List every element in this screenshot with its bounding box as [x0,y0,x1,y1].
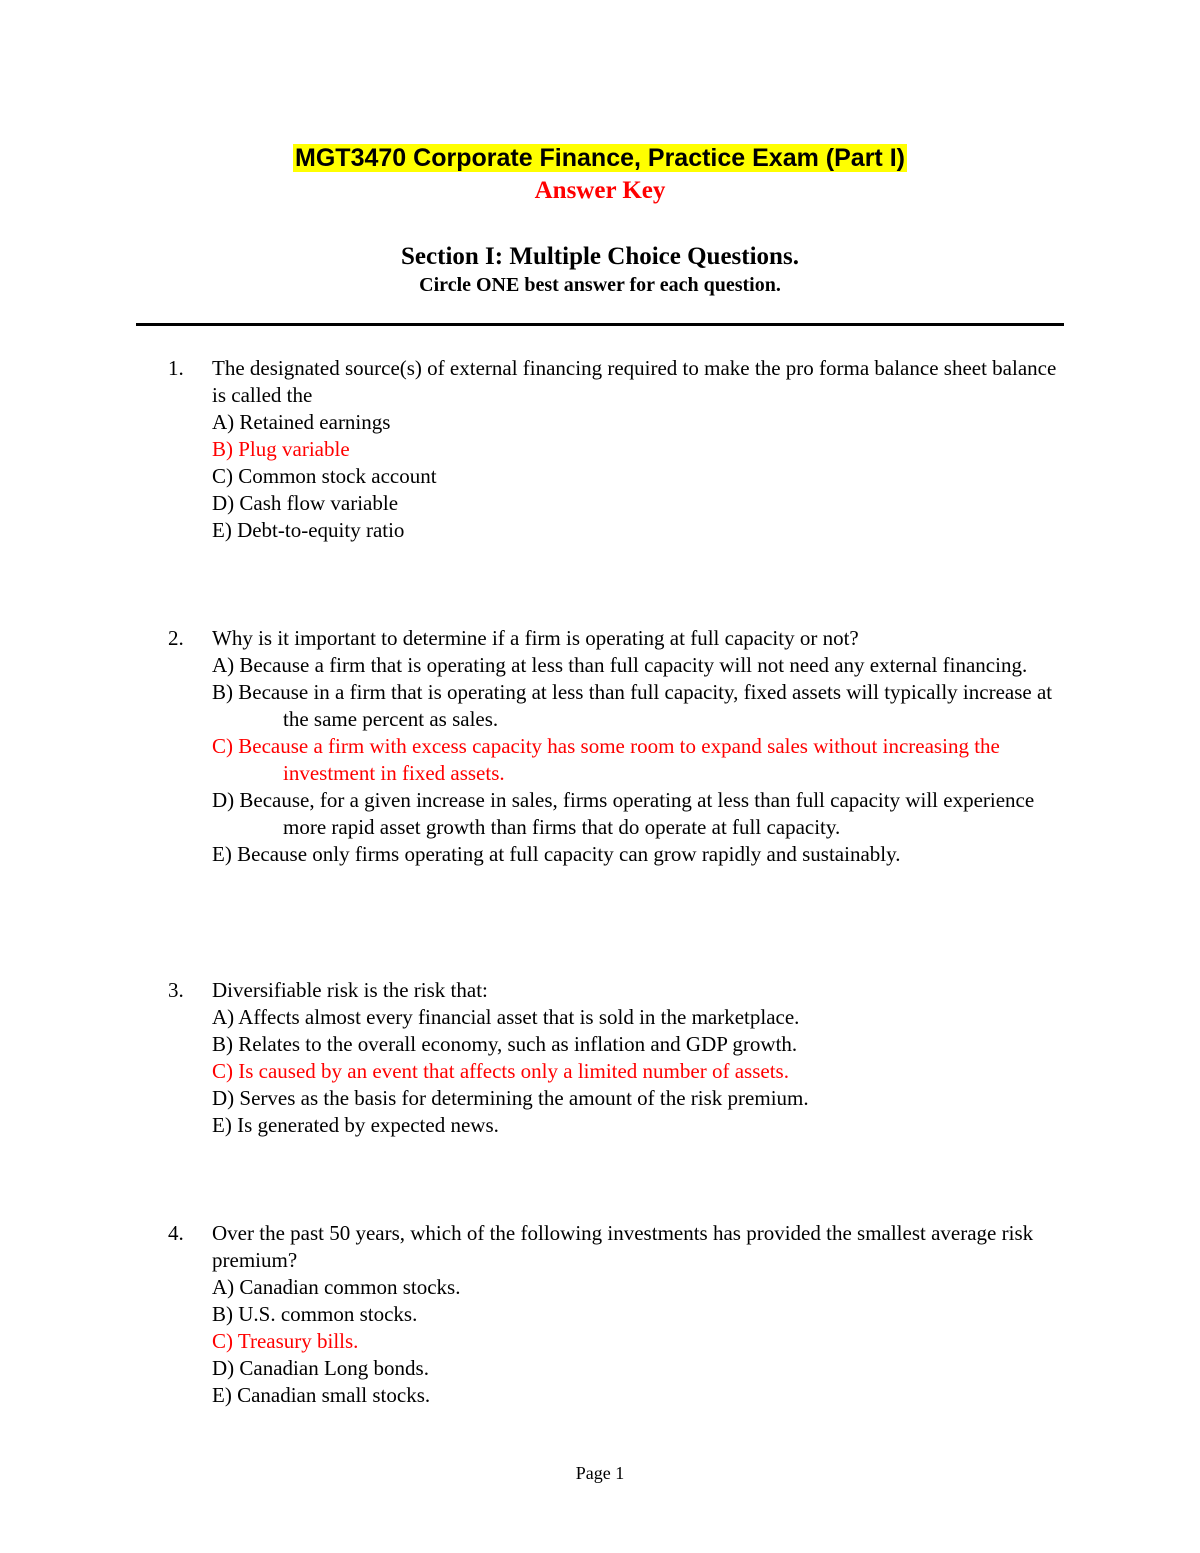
answer-option: A) Retained earnings [212,410,391,434]
horizontal-divider [136,323,1064,326]
answer-option-correct: C) Because a firm with excess capacity has some room to expand sales without increasing the investment in fixed assets. [212,734,1000,785]
question-stem: Over the past 50 years, which of the following investments has provided the smallest average risk premium? [212,1221,1034,1272]
answer-option: A) Canadian common stocks. [212,1275,461,1299]
page-number: Page 1 [575,1463,625,1483]
question-3 [168,977,1068,1139]
answer-option: D) Cash flow variable [212,491,399,515]
answer-option: B) Because in a firm that is operating at less than full capacity, fixed assets will typically increase at the same percent as sales. [212,680,1053,731]
question-stem: The designated source(s) of external financing required to make the pro forma balance sheet balance is called the [212,356,1057,407]
answer-option: D) Serves as the basis for determining the amount of the risk premium. [212,1086,809,1110]
answer-option: C) Common stock account [212,464,437,488]
question-1 [168,355,1068,544]
answer-option: E) Debt-to-equity ratio [212,518,405,542]
answer-option: A) Because a firm that is operating at less than full capacity will not need any external financing. [212,653,1028,677]
answer-option: A) Affects almost every financial asset that is sold in the marketplace. [212,1005,800,1029]
question-number: 4. [168,1221,184,1245]
exam-title-highlight: MGT3470 Corporate Finance, Practice Exam (Part I) [295,144,905,172]
question-number: 1. [168,356,184,380]
answer-option: E) Canadian small stocks. [212,1383,431,1407]
answer-option: E) Because only firms operating at full capacity can grow rapidly and sustainably. [212,842,901,866]
question-stem: Why is it important to determine if a firm is operating at full capacity or not? [212,626,859,650]
question-stem: Diversifiable risk is the risk that: [212,978,488,1002]
question-4 [168,1220,1068,1409]
answer-key-label: Answer Key [534,177,666,204]
answer-option: D) Because, for a given increase in sales, firms operating at less than full capacity will experience more rapid asset growth than firms that do operate at full capacity. [212,788,1035,839]
answer-option: B) Relates to the overall economy, such as inflation and GDP growth. [212,1032,798,1056]
answer-option-correct: C) Treasury bills. [212,1329,359,1353]
answer-option: E) Is generated by expected news. [212,1113,499,1137]
question-number: 2. [168,626,184,650]
section-heading: Section I: Multiple Choice Questions. [401,243,799,270]
answer-option: D) Canadian Long bonds. [212,1356,429,1380]
question-number: 3. [168,978,184,1002]
answer-option-correct: C) Is caused by an event that affects only a limited number of assets. [212,1059,789,1083]
answer-option-correct: B) Plug variable [212,437,350,461]
question-2 [168,625,1068,868]
answer-option: B) U.S. common stocks. [212,1302,418,1326]
instruction-text: Circle ONE best answer for each question. [419,274,781,296]
exam-title [0,140,1200,176]
